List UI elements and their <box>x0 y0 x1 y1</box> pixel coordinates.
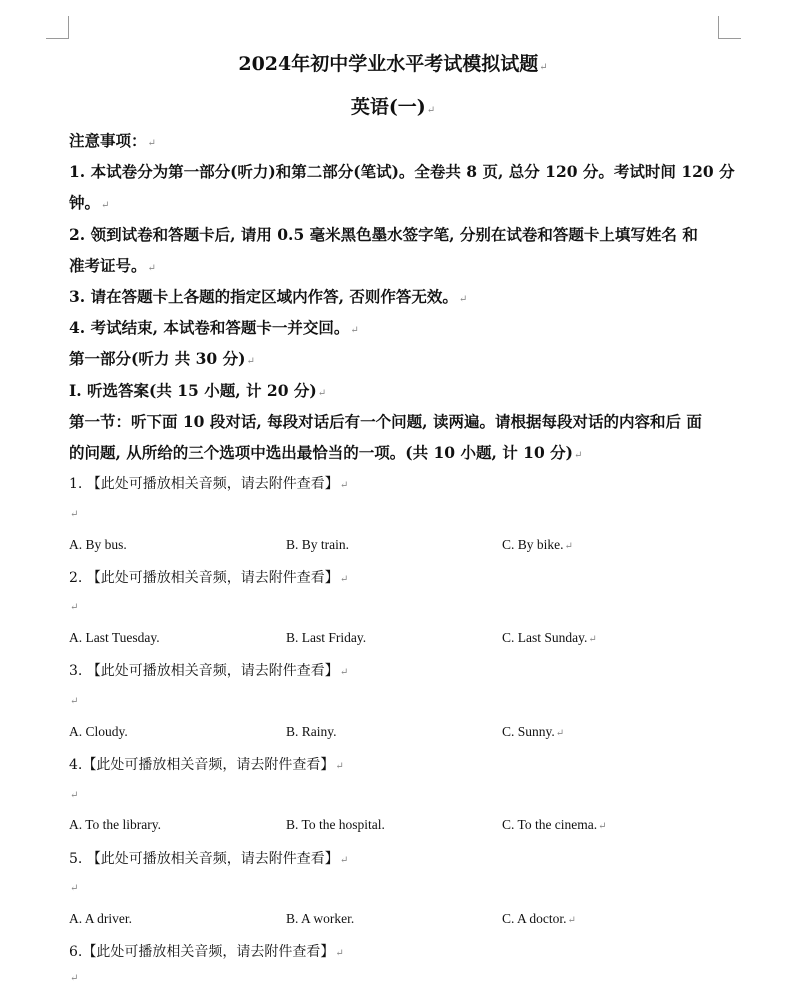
question-1-option-b: B. By train. <box>286 537 349 552</box>
page-corner-top-right <box>718 16 741 39</box>
question-2-audio-label[interactable]: 2. 【此处可播放相关音频，请去附件查看】↵ <box>69 570 349 586</box>
empty-paragraph: ↵ <box>70 696 79 707</box>
question-1-option-a: A. By bus. <box>69 537 127 552</box>
document-title: 2024年初中学业水平考试模拟试题↵ <box>238 53 548 75</box>
question-2-option-b: B. Last Friday. <box>286 630 367 645</box>
question-2-option-c: C. Last Sunday.↵ <box>502 630 597 645</box>
question-6-audio-label[interactable]: 6.【此处可播放相关音频，请去附件查看】↵ <box>69 944 344 960</box>
question-4-option-a: A. To the library. <box>69 817 162 832</box>
part-heading: 第一部分(听力 共 30 分)↵ <box>69 349 255 368</box>
note-line: 2. 领到试卷和答题卡后, 请用 0.5 毫米黑色墨水签字笔, 分别在试卷和答题卡上填写姓名 和 <box>69 225 698 244</box>
empty-paragraph: ↵ <box>70 973 79 984</box>
note-line: 3. 请在答题卡上各题的指定区域内作答, 否则作答无效。↵ <box>69 287 468 306</box>
notes-heading: 注意事项：↵ <box>69 131 156 150</box>
note-line: 4. 考试结束, 本试卷和答题卡一并交回。↵ <box>69 318 359 337</box>
question-3-audio-label[interactable]: 3. 【此处可播放相关音频，请去附件查看】↵ <box>69 663 349 679</box>
empty-paragraph: ↵ <box>70 602 79 613</box>
question-5-option-c: C. A doctor.↵ <box>502 911 576 926</box>
question-5-audio-label[interactable]: 5. 【此处可播放相关音频，请去附件查看】↵ <box>69 851 349 867</box>
question-5-option-b: B. A worker. <box>286 911 355 926</box>
section-heading: I. 听选答案(共 15 小题, 计 20 分)↵ <box>69 381 327 400</box>
question-2-option-a: A. Last Tuesday. <box>69 630 160 645</box>
question-3-option-b: B. Rainy. <box>286 724 337 739</box>
note-line: 钟。↵ <box>69 193 110 212</box>
document-subtitle: 英语(一)↵ <box>350 96 436 118</box>
question-4-option-b: B. To the hospital. <box>286 817 385 832</box>
question-1-option-c: C. By bike.↵ <box>502 537 573 552</box>
page-corner-top-left <box>46 16 69 39</box>
note-line: 准考证号。↵ <box>69 256 156 275</box>
question-4-option-c: C. To the cinema.↵ <box>502 817 607 832</box>
note-line: 1. 本试卷分为第一部分(听力)和第二部分(笔试)。全卷共 8 页, 总分 120 分。考试时间 120 分 <box>69 162 735 181</box>
empty-paragraph: ↵ <box>70 883 79 894</box>
question-5-option-a: A. A driver. <box>69 911 132 926</box>
question-1-audio-label[interactable]: 1. 【此处可播放相关音频，请去附件查看】↵ <box>69 476 349 492</box>
empty-paragraph: ↵ <box>70 790 79 801</box>
question-3-option-a: A. Cloudy. <box>69 724 128 739</box>
section-instruction: 的问题, 从所给的三个选项中选出最恰当的一项。(共 10 小题, 计 10 分)↵ <box>69 443 583 462</box>
empty-paragraph: ↵ <box>70 509 79 520</box>
section-instruction: 第一节：听下面 10 段对话, 每段对话后有一个问题, 读两遍。请根据每段对话的内容和后 面 <box>69 412 702 431</box>
question-4-audio-label[interactable]: 4.【此处可播放相关音频，请去附件查看】↵ <box>69 757 344 773</box>
question-3-option-c: C. Sunny.↵ <box>502 724 565 739</box>
